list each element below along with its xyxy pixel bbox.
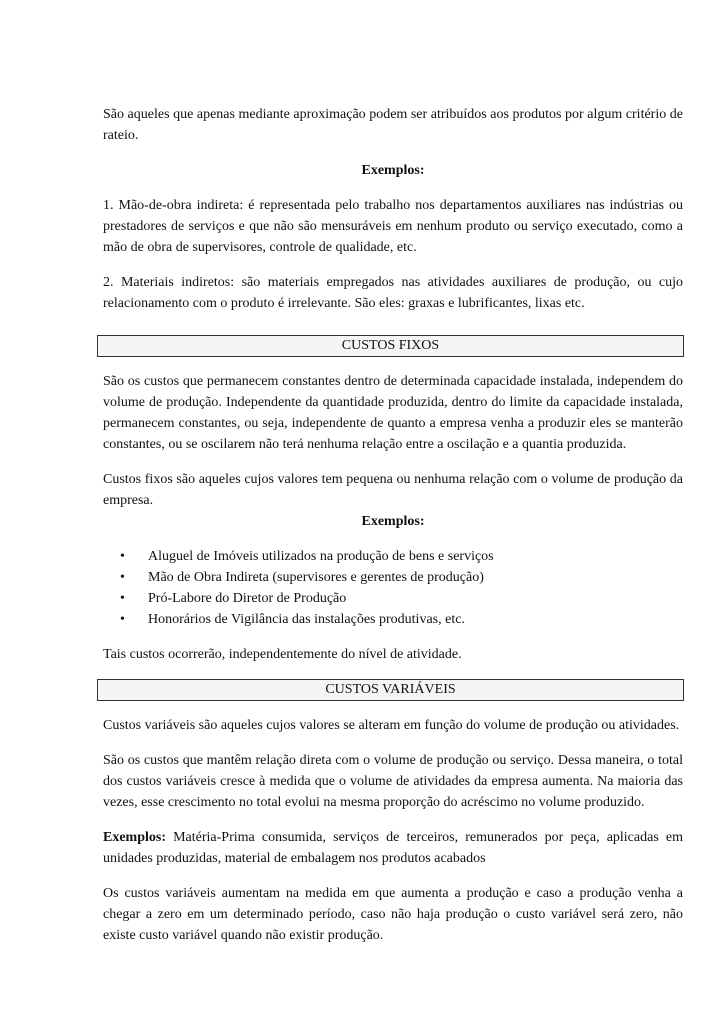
list-item bbox=[103, 546, 683, 567]
variable-costs-production: Os custos variáveis aumentam na medida em que aumenta a produção e caso a produção venha a chegar a zero em um determinado período, caso não haja produção o custo variável será zero, não existe custo variável quando não existir produção. bbox=[103, 886, 683, 943]
fixed-costs-definition: São os custos que permanecem constantes dentro de determinada capacidade instalada, independem do volume de produção. Independente da quantidade produzida, dentro do limite da capacidade instalada, permanecem constantes, ou seja, independente de quanto a empresa venha a produzir eles se manterão constantes, ou se oscilarem não terá nenhuma relação entre a oscilação e a quantia produzida. bbox=[103, 374, 683, 452]
example-indirect-materials: 2. Materiais indiretos: são materiais empregados nas atividades auxiliares de produção, ou cujo relacionamento com o produto é irrelevante. São eles: graxas e lubrificantes, lixas etc. bbox=[103, 275, 683, 311]
variable-costs-definition: Custos variáveis são aqueles cujos valores se alteram em função do volume de produção ou atividades. bbox=[103, 718, 680, 733]
indirect-costs-definition: São aqueles que apenas mediante aproximação podem ser atribuídos aos produtos por algum critério de rateio. bbox=[103, 107, 683, 143]
fixed-costs-examples-heading: Exemplos: bbox=[361, 514, 425, 529]
list-item-text: Honorários de Vigilância das instalações produtivas, etc. bbox=[148, 612, 465, 627]
fixed-costs-relation: Custos fixos são aqueles cujos valores tem pequena ou nenhuma relação com o volume de produção da empresa. bbox=[103, 472, 683, 508]
example-indirect-labor: 1. Mão-de-obra indireta: é representada pelo trabalho nos departamentos auxiliares nas indústrias ou prestadores de serviços e que não são mensuráveis em nenhum produto ou serviço executado, como a mão de obra de supervisores, controle de qualidade, etc. bbox=[103, 198, 683, 255]
variable-costs-relation: São os custos que mantêm relação direta com o volume de produção ou serviço. Dessa maneira, o total dos custos variáveis cresce à medida que o volume de atividades da empresa aumenta. Na maioria das vezes, esse crescimento no total evolui na mesma proporção do acréscimo no volume produzido. bbox=[103, 753, 683, 810]
list-item-text: Mão de Obra Indireta (supervisores e gerentes de produção) bbox=[148, 570, 484, 585]
variable-costs-heading: CUSTOS VARIÁVEIS bbox=[97, 679, 684, 701]
list-item-text: Pró-Labore do Diretor de Produção bbox=[148, 591, 347, 606]
list-item bbox=[103, 567, 683, 588]
bullet-icon: • bbox=[120, 570, 125, 585]
list-item-text: Aluguel de Imóveis utilizados na produção de bens e serviços bbox=[148, 549, 494, 564]
bullet-icon: • bbox=[120, 612, 125, 627]
list-item bbox=[103, 609, 683, 630]
variable-costs-examples-label: Exemplos: bbox=[103, 830, 166, 845]
fixed-costs-examples-list bbox=[103, 546, 683, 630]
variable-costs-examples bbox=[103, 827, 683, 869]
variable-costs-examples-text: Matéria-Prima consumida, serviços de terceiros, remunerados por peça, aplicadas em unidades produzidas, material de embalagem nos produtos acabados bbox=[103, 830, 683, 866]
bullet-icon: • bbox=[120, 591, 125, 606]
examples-heading: Exemplos: bbox=[361, 163, 425, 178]
fixed-costs-closing: Tais custos ocorrerão, independentemente do nível de atividade. bbox=[103, 647, 462, 662]
bullet-icon: • bbox=[120, 549, 125, 564]
document-body bbox=[103, 104, 683, 946]
fixed-costs-heading: CUSTOS FIXOS bbox=[97, 335, 684, 357]
list-item bbox=[103, 588, 683, 609]
